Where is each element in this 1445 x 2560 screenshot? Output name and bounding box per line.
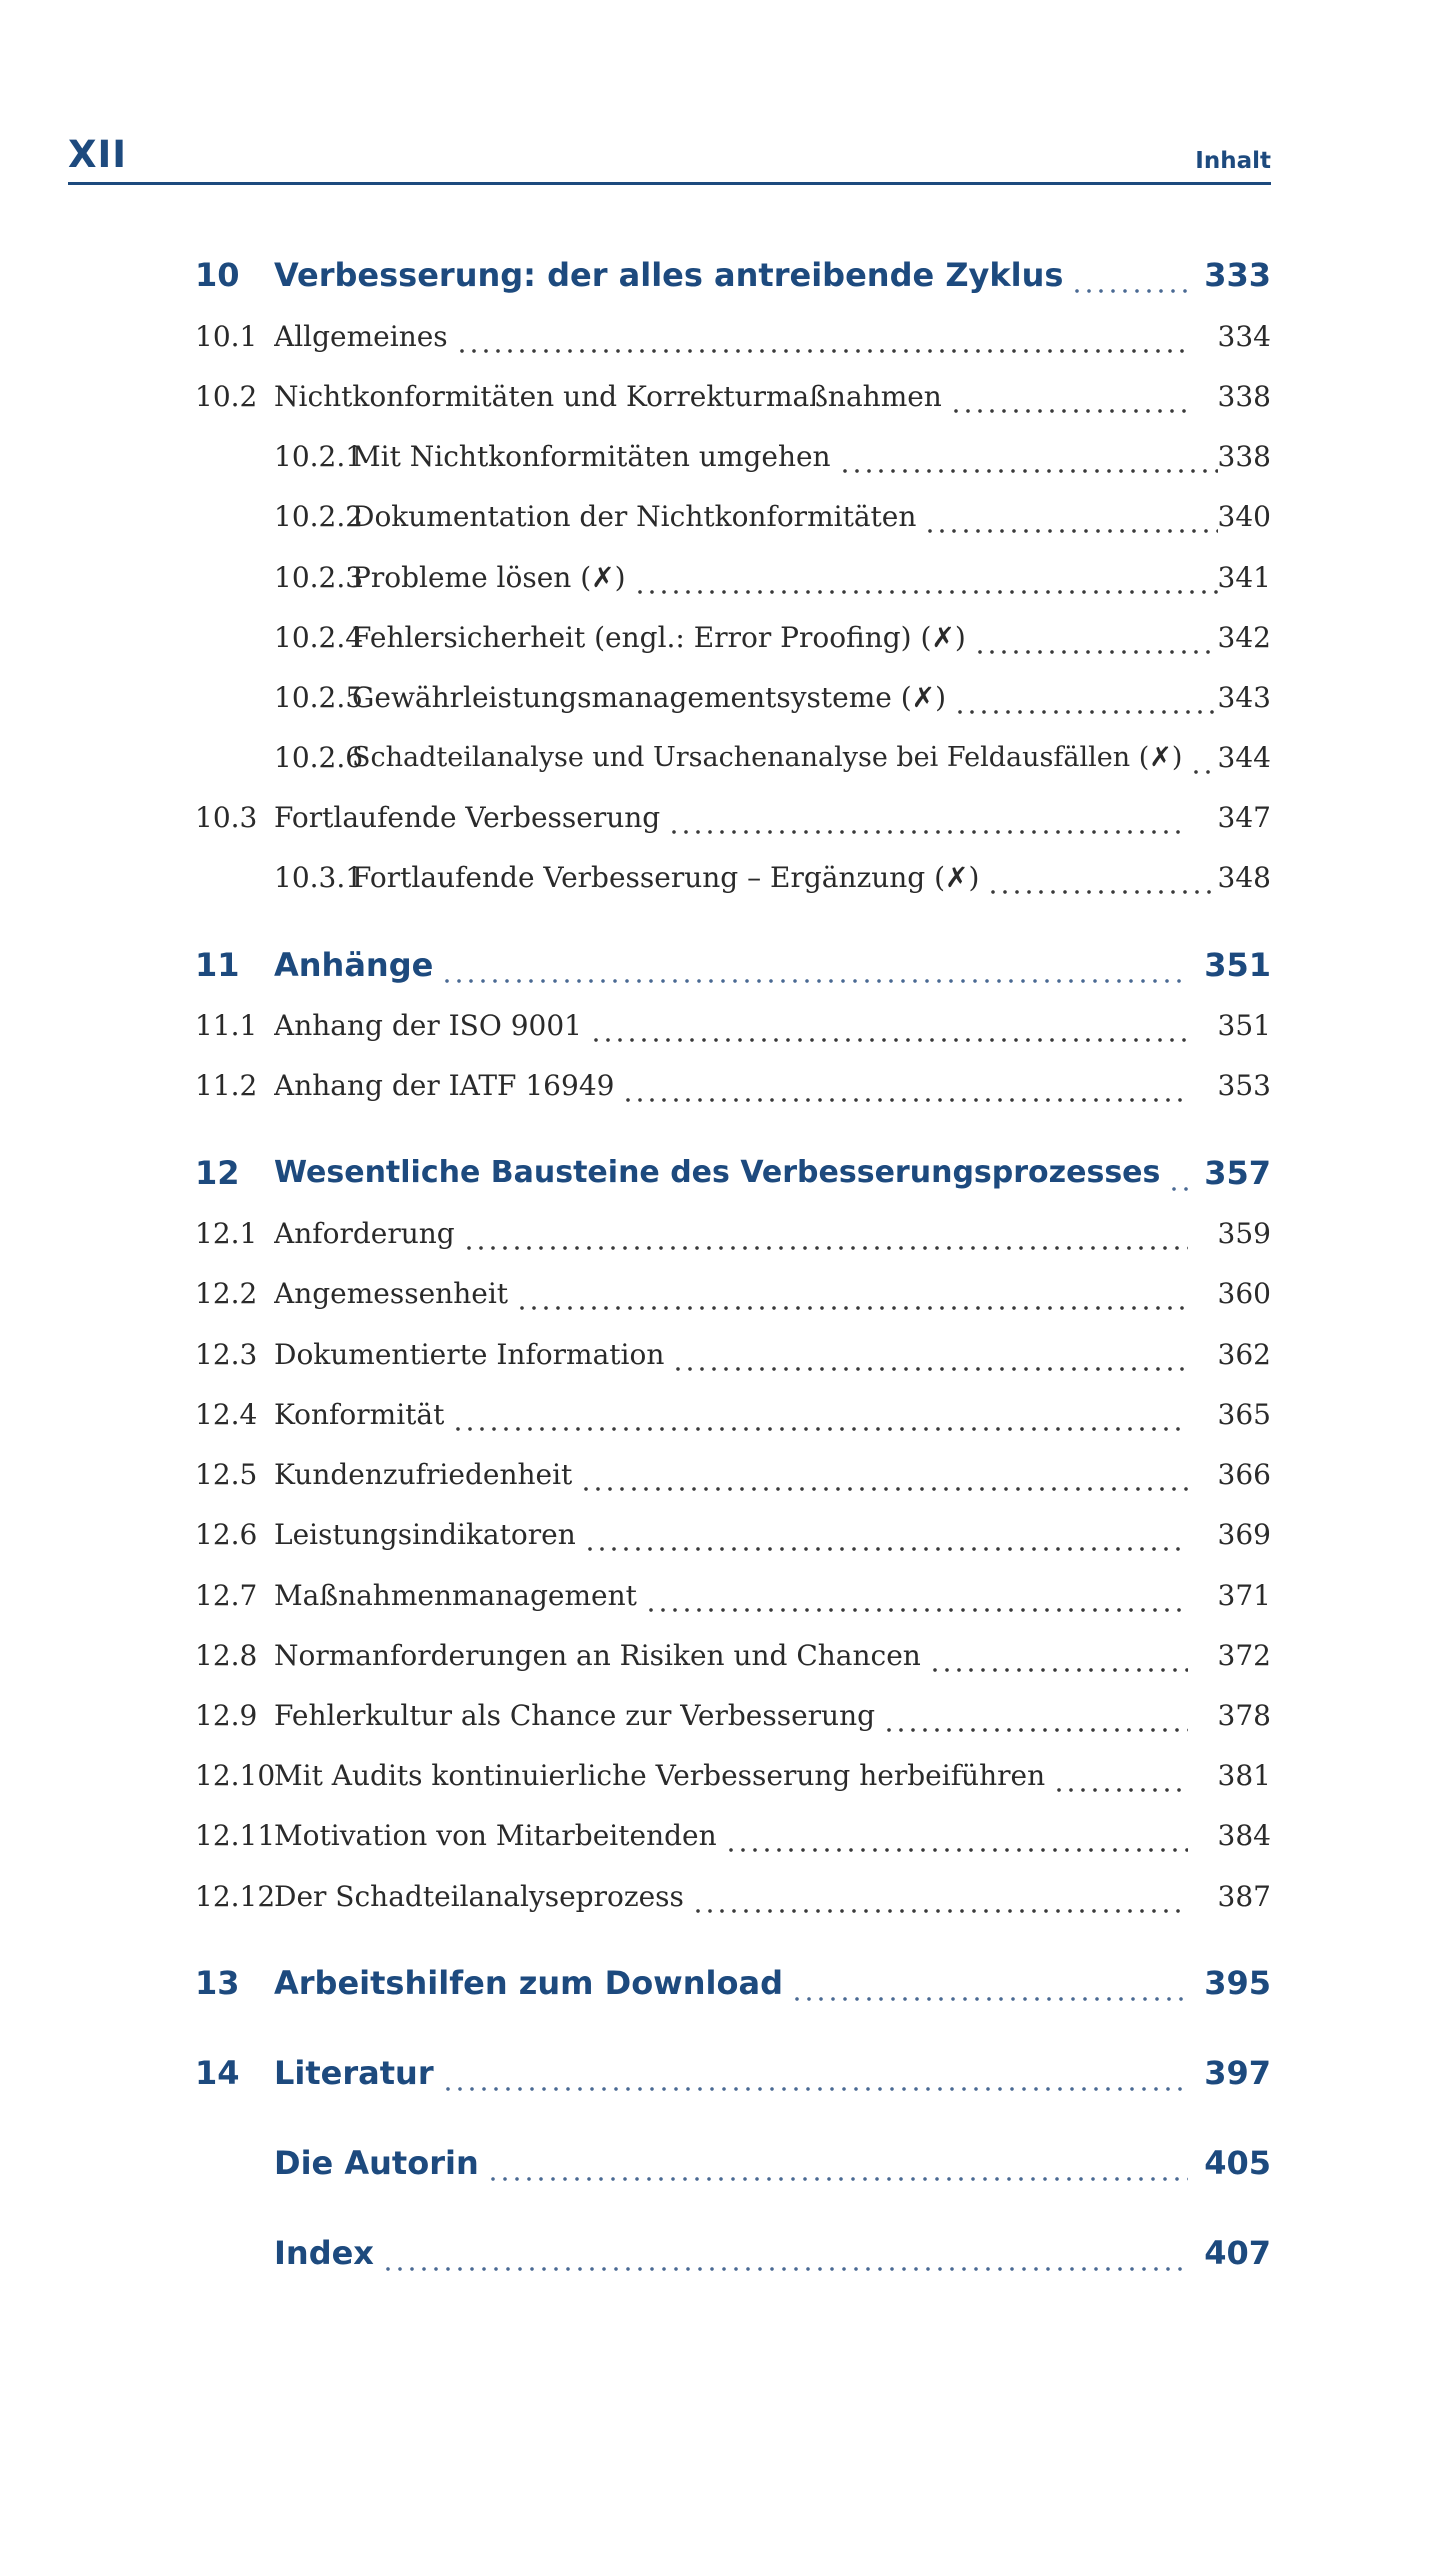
toc-entry-title: Fehlersicherheit (engl.: Error Proofing) (✗) — [352, 621, 966, 654]
toc-leader-dots — [590, 1001, 1188, 1051]
toc-entry-page: 397 — [1204, 2054, 1271, 2092]
toc-entry-number: 10 — [195, 256, 240, 294]
toc-entry-title: Leistungsindikatoren — [274, 1518, 576, 1551]
toc-leader-dots — [839, 432, 1218, 482]
toc-section-row[interactable] — [0, 793, 1445, 843]
toc-section-row[interactable] — [0, 1872, 1445, 1922]
toc-section-row[interactable] — [0, 372, 1445, 422]
toc-entry-page: 369 — [1217, 1518, 1271, 1551]
toc-subsection-row[interactable] — [0, 733, 1445, 783]
toc-entry-page: 405 — [1204, 2144, 1271, 2182]
toc-entry-title: Arbeitshilfen zum Download — [274, 1964, 783, 2002]
toc-entry-title: Mit Audits kontinuierliche Verbesserung herbeiführen — [274, 1759, 1046, 1792]
toc-leader-dots — [692, 1872, 1188, 1922]
toc-entry-page: 351 — [1204, 946, 1271, 984]
page-number: XII — [68, 133, 128, 176]
toc-leader-dots — [974, 613, 1218, 663]
toc-entry-title: Fortlaufende Verbesserung – Ergänzung (✗) — [352, 861, 980, 894]
toc-entry-page: 381 — [1217, 1759, 1271, 1792]
toc-leader-dots — [441, 940, 1188, 990]
toc-entry-number: 10.2.1 — [274, 440, 364, 473]
toc-entry-number: 10.2.5 — [274, 681, 364, 714]
toc-subsection-row[interactable] — [0, 432, 1445, 482]
toc-entry-number: 12.2 — [195, 1277, 258, 1310]
toc-entry-title: Fortlaufende Verbesserung — [274, 801, 661, 834]
toc-leader-dots — [456, 312, 1188, 362]
toc-entry-title: Dokumentierte Information — [274, 1338, 665, 1371]
toc-section-row[interactable] — [0, 1061, 1445, 1111]
running-title: Inhalt — [1195, 148, 1271, 174]
toc-section-row[interactable] — [0, 1751, 1445, 1801]
toc-entry-title: Verbesserung: der alles antreibende Zyklus — [274, 256, 1064, 294]
toc-section-row[interactable] — [0, 1450, 1445, 1500]
toc-entry-page: 338 — [1217, 440, 1271, 473]
toc-entry-page: 347 — [1217, 801, 1271, 834]
toc-entry-title: Anforderung — [274, 1217, 455, 1250]
toc-entry-page: 360 — [1217, 1277, 1271, 1310]
toc-entry-number: 12.12 — [195, 1880, 276, 1913]
toc-entry-number: 12.3 — [195, 1338, 258, 1371]
toc-entry-page: 365 — [1217, 1398, 1271, 1431]
toc-entry-number: 14 — [195, 2054, 240, 2092]
toc-entry-number: 12.8 — [195, 1639, 258, 1672]
toc-entry-number: 11 — [195, 946, 240, 984]
toc-entry-number: 12.9 — [195, 1699, 258, 1732]
toc-entry-title: Normanforderungen an Risiken und Chancen — [274, 1639, 921, 1672]
toc-leader-dots — [382, 2228, 1188, 2278]
toc-entry-page: 351 — [1217, 1009, 1271, 1042]
toc-leader-dots — [672, 1330, 1188, 1380]
toc-entry-page: 353 — [1217, 1069, 1271, 1102]
toc-entry-page: 344 — [1217, 741, 1271, 774]
toc-entry-number: 12.4 — [195, 1398, 258, 1431]
toc-entry-page: 407 — [1204, 2234, 1271, 2272]
toc-leader-dots — [725, 1811, 1188, 1861]
toc-entry-title: Dokumentation der Nichtkonformitäten — [352, 500, 917, 533]
toc-entry-title: Wesentliche Bausteine des Verbesserungsprozesses — [274, 1155, 1161, 1190]
toc-section-row[interactable] — [0, 1571, 1445, 1621]
toc-entry-page: 372 — [1217, 1639, 1271, 1672]
toc-entry-number: 12.6 — [195, 1518, 258, 1551]
toc-entry-page: 359 — [1217, 1217, 1271, 1250]
toc-leader-dots — [584, 1510, 1188, 1560]
toc-entry-title: Die Autorin — [274, 2144, 479, 2182]
toc-entry-page: 357 — [1204, 1154, 1271, 1192]
toc-leader-dots — [1071, 250, 1188, 300]
toc-leader-dots — [622, 1061, 1188, 1111]
toc-entry-page: 343 — [1217, 681, 1271, 714]
toc-entry-title: Mit Nichtkonformitäten umgehen — [352, 440, 831, 473]
toc-chapter-row[interactable] — [0, 940, 1445, 990]
toc-entry-page: 338 — [1217, 380, 1271, 413]
toc-entry-title: Der Schadteilanalyseprozess — [274, 1880, 684, 1913]
toc-section-row[interactable] — [0, 1330, 1445, 1380]
toc-entry-title: Anhänge — [274, 946, 434, 984]
toc-entry-title: Maßnahmenmanagement — [274, 1579, 637, 1612]
toc-subsection-row[interactable] — [0, 553, 1445, 603]
toc-entry-page: 387 — [1217, 1880, 1271, 1913]
toc-leader-dots — [950, 372, 1188, 422]
toc-entry-number: 12.1 — [195, 1217, 258, 1250]
toc-subsection-row[interactable] — [0, 853, 1445, 903]
toc-section-row[interactable] — [0, 1691, 1445, 1741]
toc-entry-title: Konformität — [274, 1398, 445, 1431]
toc-entry-title: Anhang der ISO 9001 — [274, 1009, 582, 1042]
toc-entry-title: Literatur — [274, 2054, 434, 2092]
toc-entry-page: 342 — [1217, 621, 1271, 654]
toc-subsection-row[interactable] — [0, 613, 1445, 663]
toc-entry-title: Schadteilanalyse und Ursachenanalyse bei Feldausfällen (✗) — [352, 742, 1183, 773]
toc-chapter-row[interactable] — [0, 2048, 1445, 2098]
toc-entry-number: 11.1 — [195, 1009, 258, 1042]
toc-entry-number: 11.2 — [195, 1069, 258, 1102]
toc-entry-number: 12.10 — [195, 1759, 276, 1792]
toc-entry-number: 10.2.2 — [274, 500, 364, 533]
toc-section-row[interactable] — [0, 1209, 1445, 1259]
toc-section-row[interactable] — [0, 312, 1445, 362]
toc-entry-number: 10.2.6 — [274, 741, 364, 774]
toc-entry-number: 10.2 — [195, 380, 258, 413]
toc-leader-dots — [580, 1450, 1188, 1500]
toc-subsection-row[interactable] — [0, 492, 1445, 542]
toc-entry-page: 333 — [1204, 256, 1271, 294]
toc-leader-dots — [634, 553, 1218, 603]
toc-subsection-row[interactable] — [0, 673, 1445, 723]
toc-leader-dots — [1168, 1148, 1188, 1198]
toc-entry-number: 12.5 — [195, 1458, 258, 1491]
toc-entry-page: 348 — [1217, 861, 1271, 894]
toc-entry-title: Gewährleistungsmanagementsysteme (✗) — [352, 681, 947, 714]
toc-chapter-row[interactable] — [0, 2228, 1445, 2278]
toc-leader-dots — [1053, 1751, 1188, 1801]
toc-entry-number: 13 — [195, 1964, 240, 2002]
toc-entry-title: Anhang der IATF 16949 — [274, 1069, 615, 1102]
toc-leader-dots — [516, 1269, 1188, 1319]
toc-leader-dots — [645, 1571, 1188, 1621]
toc-entry-page: 334 — [1217, 320, 1271, 353]
toc-entry-number: 10.2.4 — [274, 621, 364, 654]
toc-leader-dots — [929, 1631, 1188, 1681]
toc-entry-title: Fehlerkultur als Chance zur Verbesserung — [274, 1699, 876, 1732]
toc-entry-number: 10.1 — [195, 320, 258, 353]
toc-entry-page: 378 — [1217, 1699, 1271, 1732]
toc-entry-page: 362 — [1217, 1338, 1271, 1371]
toc-entry-page: 340 — [1217, 500, 1271, 533]
toc-leader-dots — [668, 793, 1188, 843]
toc-entry-title: Angemessenheit — [274, 1277, 509, 1310]
toc-leader-dots — [791, 1958, 1188, 2008]
toc-section-row[interactable] — [0, 1811, 1445, 1861]
toc-entry-title: Nichtkonformitäten und Korrekturmaßnahmen — [274, 380, 942, 413]
toc-entry-page: 384 — [1217, 1819, 1271, 1852]
toc-entry-title: Motivation von Mitarbeitenden — [274, 1819, 717, 1852]
toc-entry-page: 341 — [1217, 561, 1271, 594]
toc-entry-title: Kundenzufriedenheit — [274, 1458, 573, 1491]
toc-entry-page: 371 — [1217, 1579, 1271, 1612]
toc-entry-title: Probleme lösen (✗) — [352, 561, 626, 594]
toc-section-row[interactable] — [0, 1269, 1445, 1319]
toc-leader-dots — [883, 1691, 1188, 1741]
toc-section-row[interactable] — [0, 1390, 1445, 1440]
toc-leader-dots — [954, 673, 1218, 723]
toc-leader-dots — [452, 1390, 1188, 1440]
toc-entry-title: Index — [274, 2234, 374, 2272]
toc-section-row[interactable] — [0, 1631, 1445, 1681]
toc-chapter-row[interactable] — [0, 250, 1445, 300]
toc-leader-dots — [987, 853, 1218, 903]
toc-entry-page: 395 — [1204, 1964, 1271, 2002]
running-header — [68, 128, 1271, 185]
toc-section-row[interactable] — [0, 1510, 1445, 1560]
toc-entry-number: 10.2.3 — [274, 561, 364, 594]
toc-entry-number: 12 — [195, 1154, 240, 1192]
toc-leader-dots — [924, 492, 1218, 542]
toc-entry-number: 10.3.1 — [274, 861, 364, 894]
toc-entry-page: 366 — [1217, 1458, 1271, 1491]
toc-leader-dots — [487, 2138, 1188, 2188]
toc-section-row[interactable] — [0, 1001, 1445, 1051]
toc-chapter-row[interactable] — [0, 1958, 1445, 2008]
toc-leader-dots — [463, 1209, 1188, 1259]
toc-chapter-row[interactable] — [0, 1148, 1445, 1198]
toc-leader-dots — [442, 2048, 1188, 2098]
toc-entry-number: 12.7 — [195, 1579, 258, 1612]
toc-entry-title: Allgemeines — [274, 320, 448, 353]
toc-entry-number: 10.3 — [195, 801, 258, 834]
toc-entry-number: 12.11 — [195, 1819, 276, 1852]
toc-chapter-row[interactable] — [0, 2138, 1445, 2188]
